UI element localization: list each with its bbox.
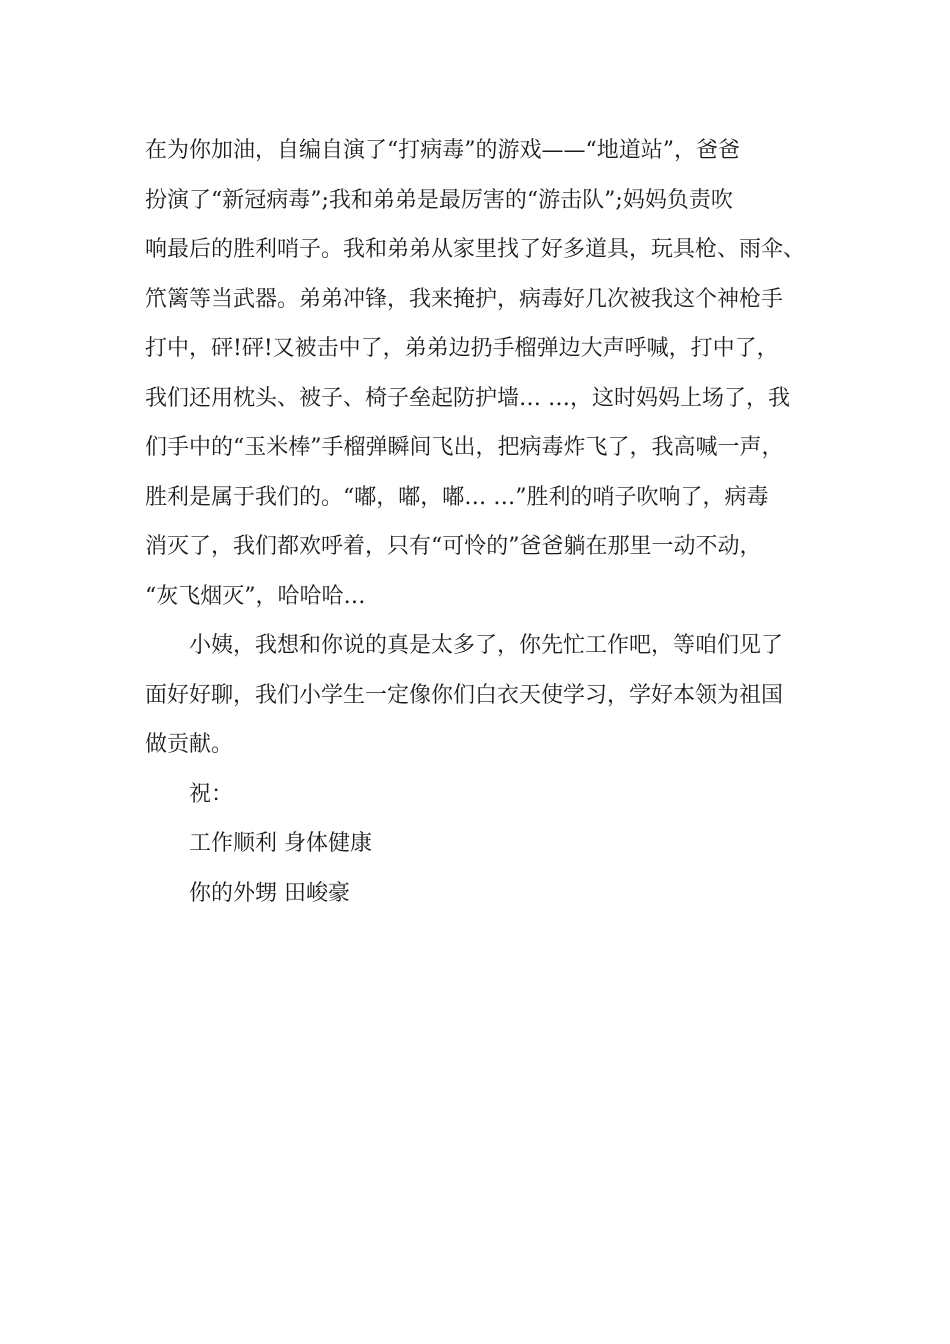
paragraph-line: 笊篱等当武器。弟弟冲锋，我来掩护，病毒好几次被我这个神枪手 [145,286,784,312]
paragraph-line: 消灭了，我们都欢呼着，只有“可怜的”爸爸躺在那里一动不动， [145,534,762,559]
paragraph-line: 响最后的胜利哨子。我和弟弟从家里找了好多道具，玩具枪、雨伞、 [145,237,806,262]
salutation: 祝： [189,781,234,807]
signature: 你的外甥 田峻豪 [189,880,350,906]
wishes: 工作顺利 身体健康 [189,831,372,856]
paragraph-line: 小姨，我想和你说的真是太多了，你先忙工作吧，等咱们见了 [189,633,784,658]
paragraph-line: 做贡献。 [145,732,234,757]
paragraph-line: 在为你加油，自编自演了“打病毒”的游戏——“地道站”，爸爸 [145,138,740,163]
paragraph-line: 打中，砰!砰!又被击中了，弟弟边扔手榴弹边大声呼喊，打中了， [145,336,779,361]
letter-body [145,133,835,925]
paragraph-line: 我们还用枕头、被子、椅子垒起防护墙… …，这时妈妈上场了，我 [145,385,790,411]
paragraph-line: “灰飞烟灭”，哈哈哈… [145,583,366,609]
paragraph-line: 扮演了“新冠病毒”;我和弟弟是最厉害的“游击队”;妈妈负责吹 [145,187,733,213]
paragraph-line: 们手中的“玉米棒”手榴弹瞬间飞出，把病毒炸飞了，我高喊一声， [145,435,784,460]
paragraph-line: 胜利是属于我们的。“嘟，嘟，嘟… …”胜利的哨子吹响了，病毒 [145,484,769,510]
paragraph-line: 面好好聊，我们小学生一定像你们白衣天使学习，学好本领为祖国 [145,682,784,708]
